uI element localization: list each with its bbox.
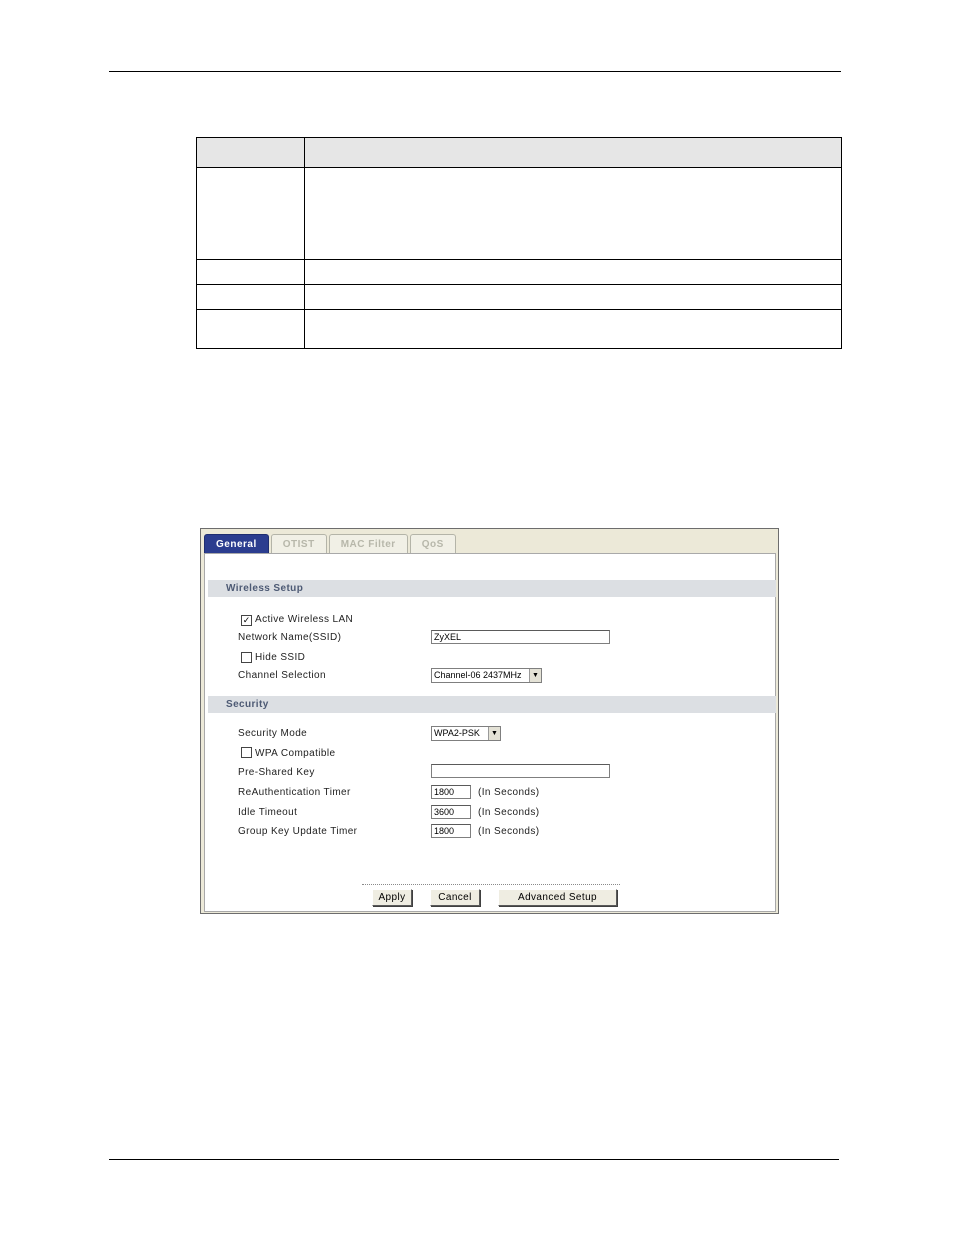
table-row bbox=[197, 310, 842, 349]
pre-shared-key-label: Pre-Shared Key bbox=[238, 767, 315, 778]
tab-general[interactable]: General bbox=[204, 534, 269, 553]
description-table bbox=[196, 137, 842, 349]
hide-ssid-label: Hide SSID bbox=[255, 652, 306, 663]
group-key-timer-unit: (In Seconds) bbox=[478, 826, 540, 837]
advanced-setup-button[interactable]: Advanced Setup bbox=[498, 889, 617, 906]
network-name-input[interactable]: ZyXEL bbox=[431, 630, 610, 644]
hide-ssid-checkbox[interactable] bbox=[241, 652, 252, 663]
network-name-label: Network Name(SSID) bbox=[238, 632, 342, 643]
group-key-timer-label: Group Key Update Timer bbox=[238, 826, 358, 837]
table-row bbox=[197, 285, 842, 310]
button-divider bbox=[362, 884, 620, 885]
wpa-compatible-label: WPA Compatible bbox=[255, 748, 336, 759]
security-mode-value: WPA2-PSK bbox=[434, 728, 480, 738]
idle-timeout-label: Idle Timeout bbox=[238, 807, 298, 818]
general-panel bbox=[204, 553, 776, 912]
pre-shared-key-input[interactable] bbox=[431, 764, 610, 778]
reauth-timer-unit: (In Seconds) bbox=[478, 787, 540, 798]
idle-timeout-unit: (In Seconds) bbox=[478, 807, 540, 818]
channel-selection-value: Channel-06 2437MHz bbox=[434, 670, 522, 680]
reauth-timer-label: ReAuthentication Timer bbox=[238, 787, 351, 798]
active-wireless-lan-checkbox[interactable] bbox=[241, 615, 252, 626]
security-header: Security bbox=[208, 696, 776, 713]
table-row bbox=[197, 260, 842, 285]
tab-otist[interactable]: OTIST bbox=[271, 534, 327, 553]
security-mode-dropdown[interactable] bbox=[431, 726, 501, 741]
wireless-lan-screen bbox=[200, 528, 779, 914]
group-key-timer-input[interactable]: 1800 bbox=[431, 824, 471, 838]
header-rule bbox=[109, 71, 841, 72]
tab-bar bbox=[204, 534, 458, 554]
channel-selection-dropdown[interactable] bbox=[431, 668, 542, 683]
reauth-timer-input[interactable]: 1800 bbox=[431, 785, 471, 799]
active-wireless-lan-label: Active Wireless LAN bbox=[255, 614, 354, 625]
table-header-row bbox=[197, 138, 842, 168]
chevron-down-icon[interactable]: ▼ bbox=[488, 727, 500, 740]
channel-selection-label: Channel Selection bbox=[238, 670, 326, 681]
tab-qos[interactable]: QoS bbox=[410, 534, 456, 553]
table-row bbox=[197, 168, 842, 260]
check-icon: ✓ bbox=[242, 615, 251, 625]
security-mode-label: Security Mode bbox=[238, 728, 308, 739]
footer-rule bbox=[109, 1159, 839, 1160]
wpa-compatible-checkbox[interactable] bbox=[241, 747, 252, 758]
chevron-down-icon[interactable]: ▼ bbox=[529, 669, 541, 682]
tab-mac-filter[interactable]: MAC Filter bbox=[329, 534, 408, 553]
apply-button[interactable]: Apply bbox=[372, 889, 412, 906]
idle-timeout-input[interactable]: 3600 bbox=[431, 805, 471, 819]
cancel-button[interactable]: Cancel bbox=[430, 889, 480, 906]
wireless-setup-header: Wireless Setup bbox=[208, 580, 776, 597]
